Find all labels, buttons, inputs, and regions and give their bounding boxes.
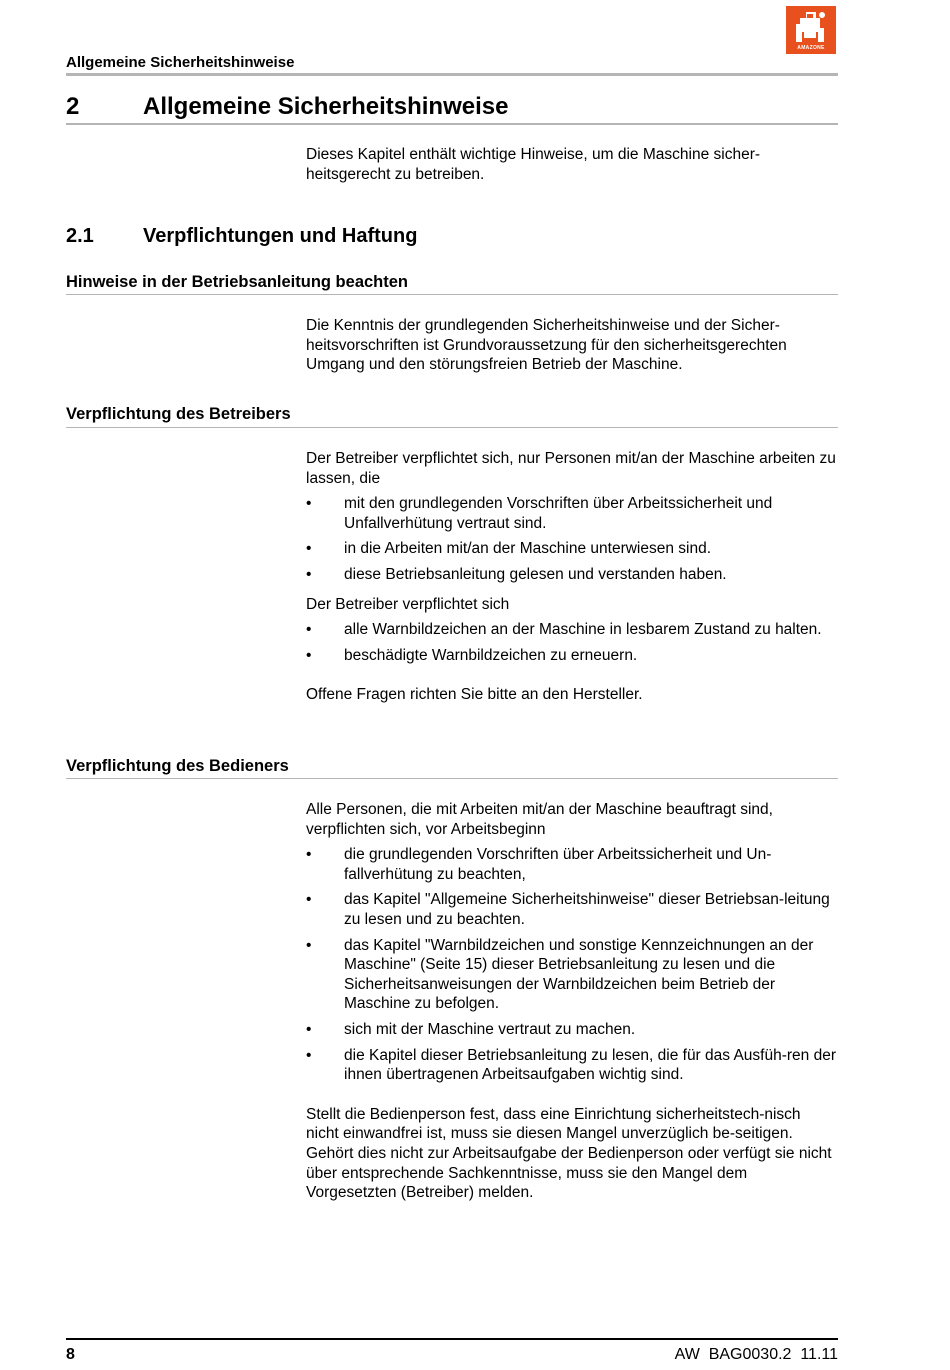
- header-rule: [66, 73, 838, 76]
- chapter-intro: Dieses Kapitel enthält wichtige Hinweise, um die Maschine sicher-heitsgerecht zu betreiben.: [306, 146, 761, 183]
- sub2-list2: [306, 620, 836, 665]
- section-title: Verpflichtungen und Haftung: [143, 225, 418, 247]
- sub2-closing: Offene Fragen richten Sie bitte an den Hersteller.: [306, 686, 643, 704]
- sub2-list1: [306, 494, 836, 584]
- sub3-list: [306, 845, 836, 1085]
- sub2-heading: Verpflichtung des Betreibers: [66, 405, 291, 423]
- list-item: • die grundlegenden Vorschriften über Arbeitssicherheit und Un-fallverhütung zu beachten,: [306, 845, 836, 884]
- logo-text: AMAZONE: [797, 45, 825, 51]
- page-number: 8: [66, 1346, 75, 1363]
- sub2-intro1: Der Betreiber verpflichtet sich, nur Personen mit/an der Maschine arbeiten zu lassen, die: [306, 450, 836, 487]
- sub3-intro: Alle Personen, die mit Arbeiten mit/an der Maschine beauftragt sind, verpflichten sich, vor Arbeitsbeginn: [306, 801, 773, 838]
- list-item: • das Kapitel "Warnbildzeichen und sonstige Kennzeichnungen an der Maschine" (Seite 15) dieser Betriebsanleitung zu lesen und die Sicherheitsanweisungen der Warnbildzeichen beim Betrieb der Maschine zu befolgen.: [306, 936, 836, 1014]
- footer-rule: [66, 1338, 838, 1340]
- chapter-title: Allgemeine Sicherheitshinweise: [143, 93, 509, 120]
- list-item: • beschädigte Warnbildzeichen zu erneuern.: [306, 646, 836, 666]
- sub2-rule: [66, 427, 838, 428]
- list-item: • das Kapitel "Allgemeine Sicherheitshinweise" dieser Betriebsan-leitung zu lesen und zu beachten.: [306, 890, 836, 929]
- list-item: • alle Warnbildzeichen an der Maschine in lesbarem Zustand zu halten.: [306, 620, 836, 640]
- sub3-rule: [66, 778, 838, 779]
- section-number: 2.1: [66, 225, 94, 247]
- list-item: • mit den grundlegenden Vorschriften über Arbeitssicherheit und Unfallverhütung vertraut sind.: [306, 494, 836, 533]
- chapter-rule: [66, 123, 838, 125]
- document-code: AW BAG0030.2 11.11: [674, 1346, 838, 1363]
- sub1-paragraph: Die Kenntnis der grundlegenden Sicherheitshinweise und der Sicher-heitsvorschriften ist Grundvoraussetzung für den sicherheitsgerechten Umgang und den störungsfreien Betrieb der Maschine.: [306, 317, 787, 374]
- list-item: • diese Betriebsanleitung gelesen und verstanden haben.: [306, 565, 836, 585]
- sub1-heading: Hinweise in der Betriebsanleitung beachten: [66, 273, 408, 291]
- amazone-logo: [786, 6, 836, 54]
- chapter-intro-block: [306, 145, 836, 184]
- sub3-closing: Stellt die Bedienperson fest, dass eine Einrichtung sicherheitstech-nisch nicht einwandfrei ist, muss sie diesen Mangel unverzüglich be-seitigen. Gehört dies nicht zur Arbeitsaufgabe der Bedienperson oder verfügt sie nicht über entsprechende Sachkenntnisse, muss sie den Mangel dem Vorgesetzten (Betreiber) melden.: [306, 1105, 832, 1202]
- list-item: • in die Arbeiten mit/an der Maschine unterwiesen sind.: [306, 539, 836, 559]
- list-item: • die Kapitel dieser Betriebsanleitung zu lesen, die für das Ausfüh-ren der ihnen übertragenen Arbeitsaufgaben wichtig sind.: [306, 1046, 836, 1085]
- running-header: Allgemeine Sicherheitshinweise: [66, 54, 295, 71]
- sub3-heading: Verpflichtung des Bedieners: [66, 757, 289, 775]
- sub1-block: [306, 316, 836, 375]
- sub2-block: [306, 449, 836, 705]
- chapter-number: 2: [66, 93, 80, 120]
- sub3-block: [306, 800, 836, 1203]
- sub1-rule: [66, 294, 838, 295]
- list-item: • sich mit der Maschine vertraut zu machen.: [306, 1020, 836, 1040]
- sub2-intro2: Der Betreiber verpflichtet sich: [306, 595, 510, 613]
